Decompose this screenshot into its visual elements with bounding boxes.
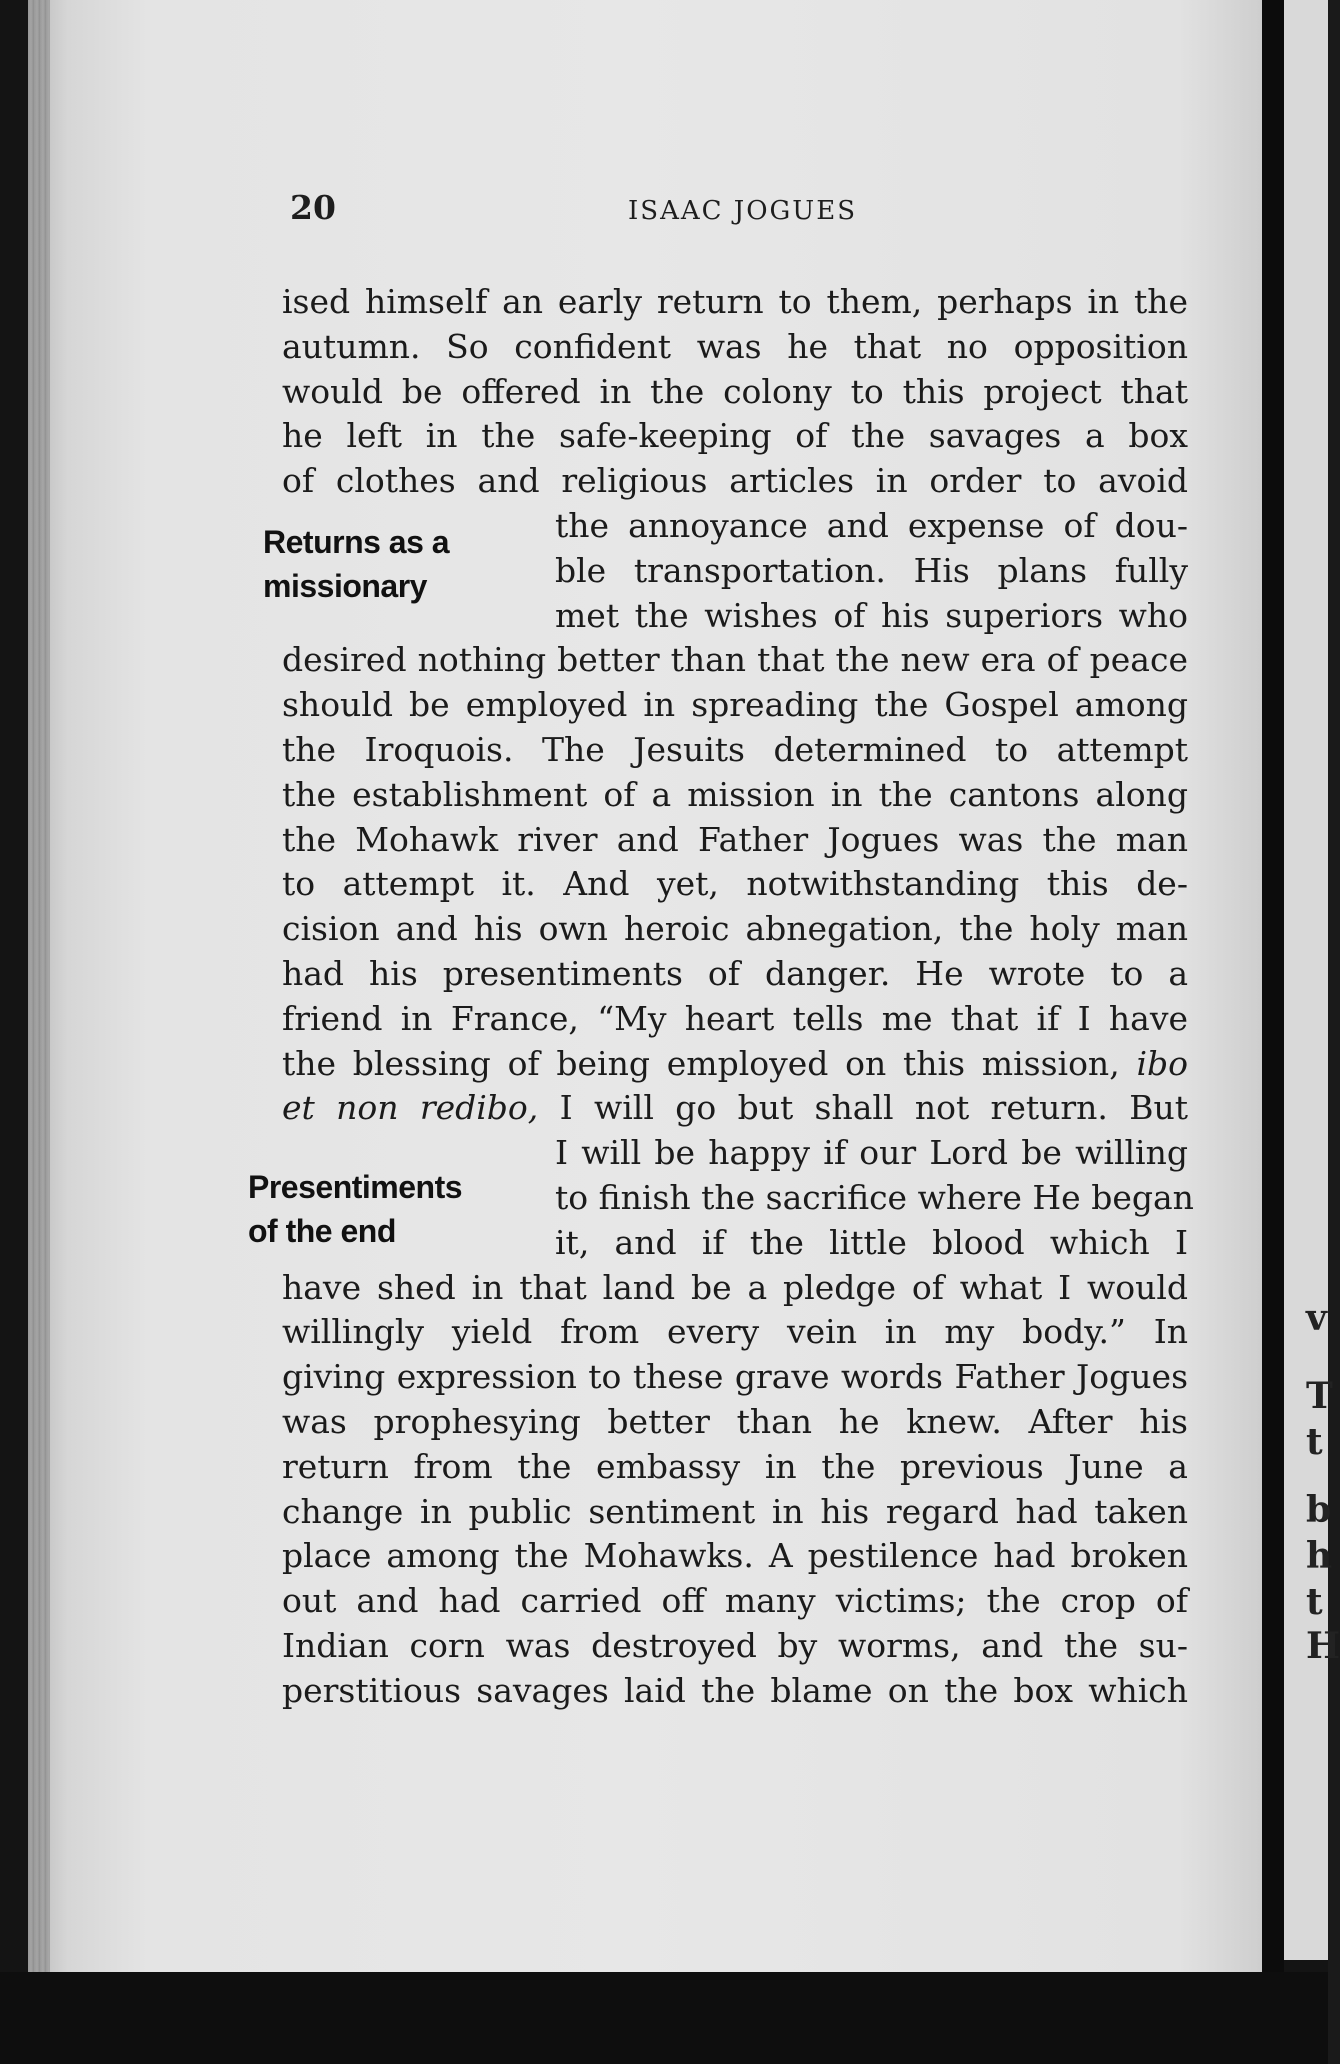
text-line: the Mohawk river and Father Jogues was the man [282,819,1188,859]
facing-page-letter: H [1306,1625,1340,1667]
facing-page-letter: t [1306,1581,1323,1623]
latin-phrase: ibo [1136,1043,1188,1083]
left-page [28,0,1278,1972]
text-line: I will be happy if our Lord be willing [555,1133,1188,1173]
text-line: giving expression to these grave words Father Jogues [282,1357,1188,1397]
body-text [282,280,1194,1714]
text-line: perstitious savages laid the blame on the box which [282,1670,1188,1710]
sidenote-line: missionary [263,568,427,604]
running-title: ISAAC JOGUES [628,196,858,226]
text-line: return from the embassy in the previous June a [282,1446,1188,1486]
page-gutter [28,0,50,1972]
facing-page-letter: t [1306,1421,1323,1463]
text-line: of clothes and religious articles in order to avoid [282,461,1188,501]
page-number: 20 [290,188,336,227]
facing-page-letter: v [1306,1297,1327,1339]
text-line: ble transportation. His plans fully [555,550,1188,590]
text-line: desired nothing better than that the new era of peace [282,640,1188,680]
running-head [290,188,1190,238]
text-line: the establishment of a mission in the cantons along [282,774,1188,814]
text-line: should be employed in spreading the Gospel among [282,685,1188,725]
sidenote-line: Presentiments [248,1169,463,1205]
text-line: ised himself an early return to them, perhaps in the [282,282,1188,321]
text-line-with-italic [282,1042,1188,1087]
text-line: out and had carried off many victims; the crop of [282,1581,1188,1621]
text-line: the annoyance and expense of dou- [555,505,1188,545]
text-line: autumn. So confident was he that no opposition [282,326,1188,366]
text-line: cision and his own heroic abnegation, the holy man [282,909,1188,949]
text-line: to attempt it. And yet, notwithstanding this de- [282,864,1188,904]
text-line: friend in France, “My heart tells me that if I have [282,998,1188,1038]
facing-page-letter: T [1306,1375,1333,1417]
text-line: had his presentiments of danger. He wrote to a [282,953,1188,993]
text-line-with-italic [282,1086,1188,1131]
text-line: the Iroquois. The Jesuits determined to attempt [282,729,1188,769]
facing-page-letter: h [1306,1535,1333,1577]
book-spine [1262,0,1284,2064]
text-line: he left in the safe-keeping of the savages a box [282,416,1188,456]
text-line: Indian corn was destroyed by worms, and the su- [282,1625,1188,1665]
text-line: to finish the sacrifice where He began [555,1177,1194,1217]
text-line: have shed in that land be a pledge of what I would [282,1267,1188,1307]
text-line: it, and if the little blood which I [555,1222,1188,1262]
text-line: would be offered in the colony to this project that [282,371,1188,411]
text-line: was prophesying better than he knew. After his [282,1401,1188,1441]
text-span: the blessing of being employed on this mission, [282,1043,1120,1083]
text-line: met the wishes of his superiors who [555,595,1188,635]
text-line: willingly yield from every vein in my body.” In [282,1312,1188,1352]
text-line: place among the Mohawks. A pestilence had broken [282,1536,1188,1576]
facing-page-letter: b [1306,1489,1332,1531]
scan-bottom-edge [0,1972,1328,2064]
text-line: change in public sentiment in his regard had taken [282,1491,1188,1531]
text-span: I will go but shall not return. But [559,1088,1188,1128]
sidenote-line: of the end [248,1213,396,1249]
sidenote-line: Returns as a [263,524,450,560]
latin-phrase: et non redibo, [282,1088,539,1128]
